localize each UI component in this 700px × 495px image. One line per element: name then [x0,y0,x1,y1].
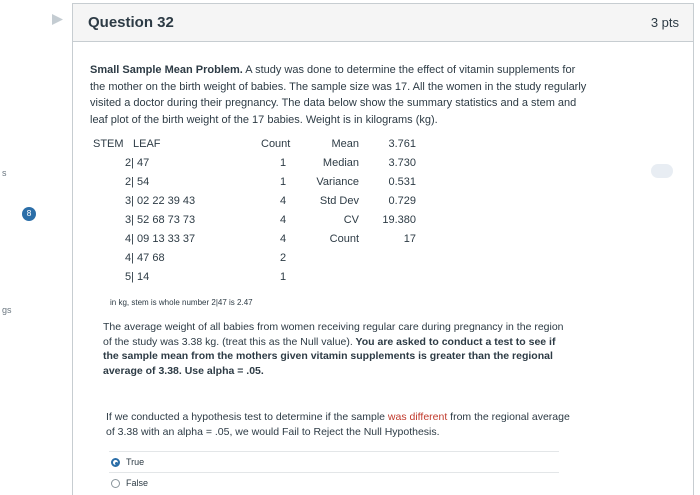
row-count: 1 [280,157,287,169]
context-instruction: You are asked to conduct a test to see if the sample mean from the mothers given vitamin supplements is greater than the regional average of 3.38. Use alpha = .05. [103,335,556,377]
answer-option-true[interactable] [109,451,559,473]
stem-row: 4| 47 68 [125,252,165,264]
question-card [72,3,694,495]
question-context [103,320,573,378]
answer-label: False [126,478,149,488]
stem-header: STEM [93,138,124,150]
left-gutter [0,0,60,495]
stat-value: 19.380 [382,214,416,226]
stat-label: Median [322,157,359,169]
row-count: 1 [280,176,287,188]
stem-footnote: in kg, stem is whole number 2|47 is 2.47 [110,298,253,307]
radio-unselected[interactable] [111,479,120,488]
flag-icon[interactable] [51,13,64,26]
gutter-mark: gs [2,305,12,315]
row-count: 2 [280,252,287,264]
answer-label: True [126,457,145,467]
stem-row: 2| 54 [125,176,150,188]
stat-value: 0.729 [388,195,416,207]
radio-selected[interactable] [111,458,120,467]
stat-value: 17 [403,233,416,245]
stat-label: Mean [331,138,359,150]
stat-value: 3.730 [388,157,416,169]
stat-value: 3.761 [388,138,416,150]
stem-row: 2| 47 [125,157,150,169]
intro-text: A study was done to determine the effect of vitamin supplements for the mother on the birth weight of babies. The sample size was 17. All the women in the study regularly visited a doctor during their pregnancy. The data below show the summary statistics and a stem and leaf plot of the birth weight of the 17 babies. Weight is in kilograms (kg). [90,64,587,126]
stat-label: CV [343,214,359,226]
context-text: The average weight of all babies from women receiving regular care during pregnancy in the region of the study was 3.38 kg. (treat this as the Null value). [103,321,564,348]
row-count: 1 [280,271,287,283]
row-count: 4 [280,214,287,226]
question-nav-dot[interactable]: 8 [22,207,36,221]
stat-value: 0.531 [388,176,416,188]
question-prompt: If we conducted a hypothesis test to determine if the sample was different from the regional average of 3.38 with an alpha = .05, we would Fail to Reject the Null Hypothesis. [106,411,570,438]
stem-row: 5| 14 [125,271,150,283]
gutter-mark: s [2,168,7,178]
question-title: Question 32 [88,14,174,31]
leaf-header: LEAF [133,138,161,150]
row-count: 4 [280,233,287,245]
question-header [73,4,693,42]
row-count: 4 [280,195,287,207]
highlight-text: was different [387,411,448,423]
stem-row: 3| 52 68 73 73 [125,214,196,226]
scroll-indicator [651,164,673,178]
intro-lead: Small Sample Mean Problem. [90,64,243,76]
stat-label: Count [329,233,359,245]
question-intro [90,62,590,128]
question-points: 3 pts [650,15,679,30]
stat-label: Std Dev [319,195,359,207]
stem-row: 3| 02 22 39 43 [125,195,196,207]
answer-option-false[interactable] [109,473,559,495]
stem-row: 4| 09 13 33 37 [125,233,196,245]
stat-label: Variance [316,176,359,188]
count-header: Count [261,138,291,150]
